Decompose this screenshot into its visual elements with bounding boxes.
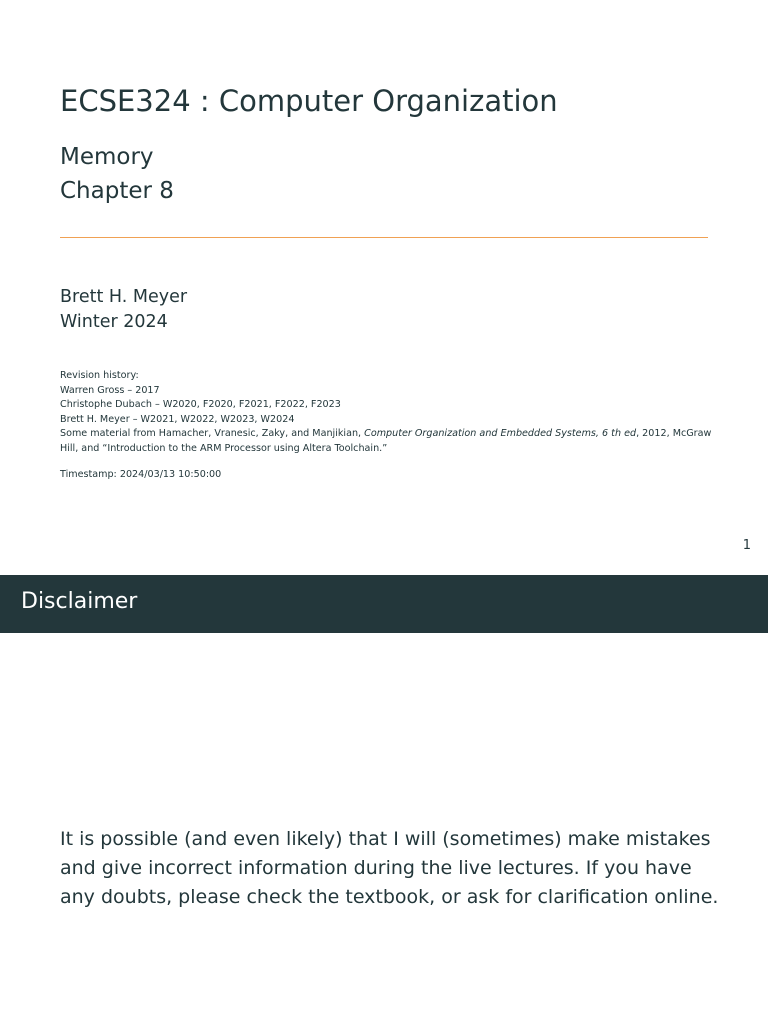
author-block [60, 285, 187, 335]
source-suffix: , 2012, McGraw Hill, and “Introduction to the ARM Processor using Altera Toolchain.” [60, 428, 712, 454]
title-divider [60, 237, 708, 238]
revision-entry: Warren Gross – 2017 [60, 384, 160, 396]
disclaimer-slide [0, 575, 768, 1024]
revision-heading: Revision history: [60, 370, 139, 381]
source-prefix: Some material from Hamacher, Vranesic, Zaky, and Manjikian, [60, 428, 365, 440]
source-credit [60, 427, 720, 456]
timestamp: Timestamp: 2024/03/13 10:50:00 [60, 469, 222, 480]
frame-title-bar [0, 575, 768, 633]
subtitle-chapter: Chapter 8 [60, 178, 174, 204]
subtitle-topic: Memory [60, 144, 154, 170]
presentation-title: ECSE324 : Computer Organization [60, 84, 558, 118]
term-date: Winter 2024 [60, 312, 168, 332]
revision-entry: Brett H. Meyer – W2021, W2022, W2023, W2024 [60, 413, 295, 425]
author-name: Brett H. Meyer [60, 287, 188, 307]
page-number: 1 [742, 538, 751, 553]
frame-title: Disclaimer [21, 589, 138, 614]
revision-history [60, 369, 720, 457]
presentation-subtitle [60, 140, 174, 208]
revision-entry: Christophe Dubach – W2020, F2020, F2021, F2022, F2023 [60, 399, 341, 411]
disclaimer-text: It is possible (and even likely) that I will (sometimes) make mistakes and give incorrect information during the live lectures. If you have any doubts, please check the textbook, or ask for clarification online. [60, 828, 719, 908]
source-book-title: Computer Organization and Embedded Systems, 6 th ed [364, 428, 637, 440]
